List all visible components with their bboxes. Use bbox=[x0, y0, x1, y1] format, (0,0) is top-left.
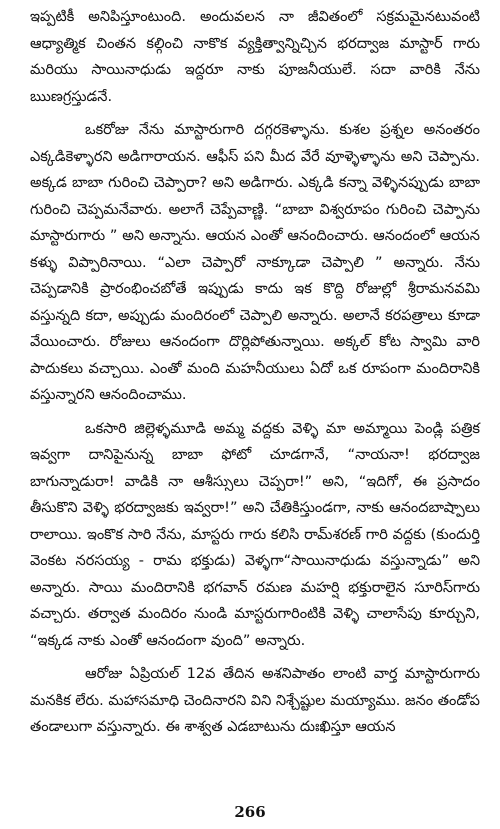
paragraph-jillellamudi-amma: ఒకసారి జిల్లెళ్ళమూడి అమ్మ వద్దకు వెళ్ళి మా అమ్మాయి పెండ్లి పత్రిక ఇవ్వగా దానిపైనున్న బాబా ఫోటో చూడగానే, “నాయనా! భరద్వాజ బాగున్నాడురా! వాడికి నా ఆశీస్సులు చెప్పరా!” అని, “ఇదిగో, ఈ ప్రసాదం తీసుకొని వెళ్ళి భరద్వాజకు ఇవ్వరా!” అని చేతికిస్తుండగా, నాకు ఆనందబాష్పాలు రాలాయి. ఇంకొక సారి నేను, మాస్టరు గారు కలిసి రామ్‌శరణ్ గారి వద్దకు (కుందుర్తి వెంకట నరసయ్య - రామ భక్తుడు) వెళ్ళగా“సాయినాధుడు వస్తున్నాడు” అని అన్నారు. సాయి మందిరానికి భగవాన్ రమణ మహర్షి భక్తురాలైన సూరిస్‌గారు వచ్చారు. తర్వాత మందిరం నుండి మాస్టరుగారింటికి వెళ్ళి చాలాసేపు కూర్చుని, “ఇక్కడ నాకు ఎంతో ఆనందంగా వుంది” అన్నారు. bbox=[30, 420, 480, 649]
paragraph-continued: ఇప్పటికీ అనిపిస్తూంటుంది. అందువలన నా జీవితంలో సక్రమమైనటువంటి ఆధ్యాత్మిక చింతన కల్గించి నాకొక వ్యక్తిత్వాన్నిచ్చిన భరద్వాజ మాస్టార్ గారు మరియు సాయినాధుడు ఇద్దరూ నాకు పూజనీయులే. సదా వారికి నేను ఋణగ్రస్తుడనే. bbox=[30, 9, 480, 105]
page-number: 266 bbox=[234, 803, 266, 821]
paragraph-april-12: ఆరోజు ఏప్రియల్ 12వ తేదిన అశనిపాతం లాంటి వార్త మాస్టారుగారు మనకిక లేరు. మహాసమాధి చెందినారని విని నిశ్చేష్టుల మయ్యాము. జనం తండోప తండాలుగా వస్తున్నారు. ఈ శాశ్వత ఎడబాటును దుఃఖిస్తూ ఆయన bbox=[30, 666, 480, 735]
paragraph-visit-master: ఒకరోజు నేను మాస్టారుగారి దగ్గరకెళ్ళాను. కుశల ప్రశ్నల అనంతరం ఎక్కడికెళ్ళారని అడిగారాయన. ఆఫీస్ పని మీద వేరే వూళ్ళెళ్ళాను అని చెప్పాను. అక్కడ బాబా గురించి చెప్పారా? అని అడిగారు. ఎక్కడి కన్నా వెళ్ళినప్పుడు బాబా గురించి చెప్పమనేవారు. అలాగే చెప్పేవాణ్ణి. “బాబా విశ్వరూపం గురించి చెప్పాను మాస్టారుగారు ” అని అన్నాను. ఆయన ఎంతో ఆనందించారు. ఆనందంలో ఆయన కళ్ళు విప్పారినాయి. “ఎలా చెప్పారో నాక్కూడా చెప్పాలి ” అన్నారు. నేను చెప్పడానికి ప్రారంభించబోతే ఇప్పుడు కాదు ఇక కొద్ది రోజుల్లో శ్రీరామనవమి వస్తున్నది కదా, అప్పుడు మందిరంలో చెప్పాలి అన్నారు. అలానే కరపత్రాలు కూడా వేయించారు. రోజులు ఆనందంగా దొర్లిపోతున్నాయి. అక్కల్ కోట స్వామి వారి పాదుకలు వచ్చాయి. ఎంతో మంది మహనీయులు ఏదో ఒక రూపంగా మందిరానికి వస్తున్నారని ఆనందించాము. bbox=[30, 122, 480, 403]
